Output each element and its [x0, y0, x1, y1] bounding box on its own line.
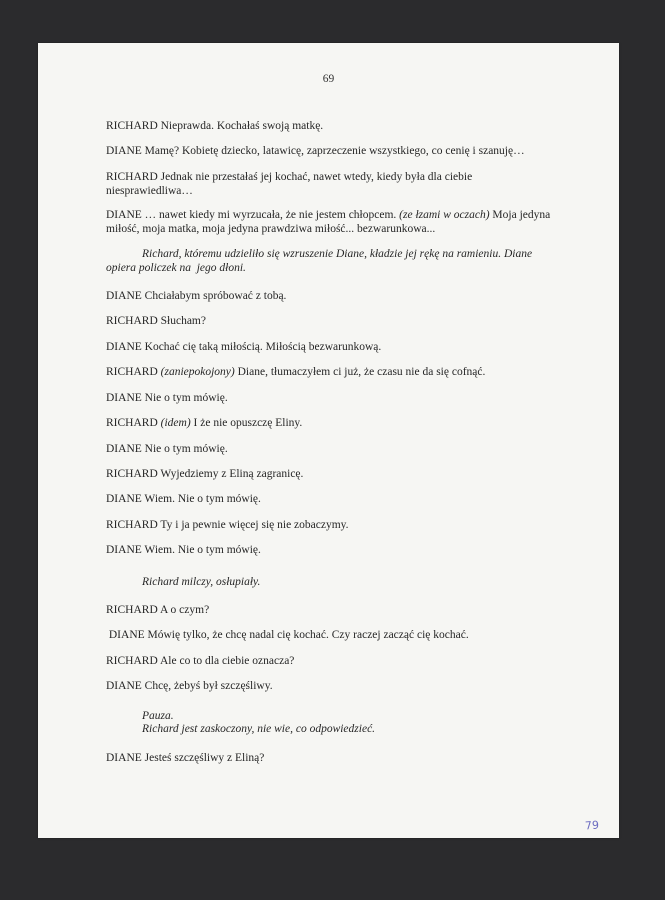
script-line [106, 710, 587, 724]
dialogue-text: I że nie opuszczę Eliny. [190, 417, 303, 429]
page-number: 69 [322, 73, 335, 85]
script-line [106, 604, 551, 618]
script-line [106, 443, 551, 457]
stage-direction: Pauza. [142, 710, 174, 722]
script-line [106, 145, 551, 159]
script-line [106, 576, 587, 590]
dialogue-text: DIANE Chcę, żebyś był szczęśliwy. [106, 680, 273, 692]
dialogue-text: DIANE Wiem. Nie o tym mówię. [106, 544, 261, 556]
script-line [106, 392, 551, 406]
script-line [106, 417, 551, 431]
script-line [106, 752, 551, 766]
script-line [106, 366, 551, 380]
script-line [106, 655, 551, 669]
script-line [106, 544, 551, 558]
dialogue-text: DIANE Nie o tym mówię. [106, 443, 228, 455]
script-line [106, 209, 554, 236]
dialogue-text: DIANE Wiem. Nie o tym mówię. [106, 493, 261, 505]
stage-direction: (zaniepokojony) [160, 366, 235, 378]
script-line [106, 519, 551, 533]
dialogue-text: Diane, tłumaczyłem ci już, że czasu nie da się cofnąć. [234, 366, 486, 378]
dialogue-text: RICHARD Jednak nie przestałaś jej kochać, nawet wtedy, kiedy była dla ciebie niesprawiedliwa… [106, 171, 476, 197]
dialogue-text: RICHARD Nieprawda. Kochałaś swoją matkę. [106, 120, 324, 132]
script-line [106, 629, 551, 643]
dialogue-text: RICHARD Wyjedziemy z Eliną zagranicę. [106, 468, 304, 480]
dialogue-text: DIANE Mówię tylko, że chcę nadal cię kochać. Czy raczej zacząć cię kochać. [106, 629, 469, 641]
stage-direction: Richard, któremu udzieliło się wzruszenie Diane, kładzie jej rękę na ramieniu. Diane opiera policzek na jego dłoni. [106, 248, 535, 274]
script-line [106, 290, 551, 304]
dialogue-text: RICHARD Ale co to dla ciebie oznacza? [106, 655, 295, 667]
stage-direction: (idem) [160, 417, 191, 429]
script-line [106, 248, 551, 275]
stage-direction: Richard milczy, osłupiały. [142, 576, 261, 588]
script-line [106, 171, 551, 198]
script-line [106, 723, 587, 737]
script-line [106, 493, 551, 507]
dialogue-text: RICHARD Ty i ja pewnie więcej się nie zobaczymy. [106, 519, 349, 531]
dialogue-text: RICHARD [106, 417, 161, 429]
dialogue-text: DIANE Nie o tym mówię. [106, 392, 228, 404]
script-line [106, 680, 551, 694]
dialogue-text: Moja jedyna miłość, moja matka, moja jedyna prawdziwa miłość... bezwarunkowa... [106, 209, 554, 235]
document-page [38, 43, 619, 838]
dialogue-text: DIANE … nawet kiedy mi wyrzucała, że nie jestem chłopcem. [106, 209, 400, 221]
script-line [106, 468, 551, 482]
dialogue-text: DIANE Jesteś szczęśliwy z Eliną? [106, 752, 265, 764]
handwritten-page-mark: 79 [584, 818, 600, 833]
stage-direction: (ze łzami w oczach) [399, 209, 490, 221]
script-line [106, 315, 551, 329]
stage-direction: Richard jest zaskoczony, nie wie, co odpowiedzieć. [142, 723, 376, 735]
script-line [106, 341, 551, 355]
script-line [106, 120, 551, 134]
dialogue-text: RICHARD Słucham? [106, 315, 206, 327]
dialogue-text: DIANE Mamę? Kobietę dziecko, latawicę, zaprzeczenie wszystkiego, co cenię i szanuję… [106, 145, 525, 157]
dialogue-text: RICHARD [106, 366, 161, 378]
dialogue-text: RICHARD A o czym? [106, 604, 210, 616]
dialogue-text: DIANE Chciałabym spróbować z tobą. [106, 290, 287, 302]
dialogue-text: DIANE Kochać cię taką miłością. Miłością bezwarunkową. [106, 341, 382, 353]
